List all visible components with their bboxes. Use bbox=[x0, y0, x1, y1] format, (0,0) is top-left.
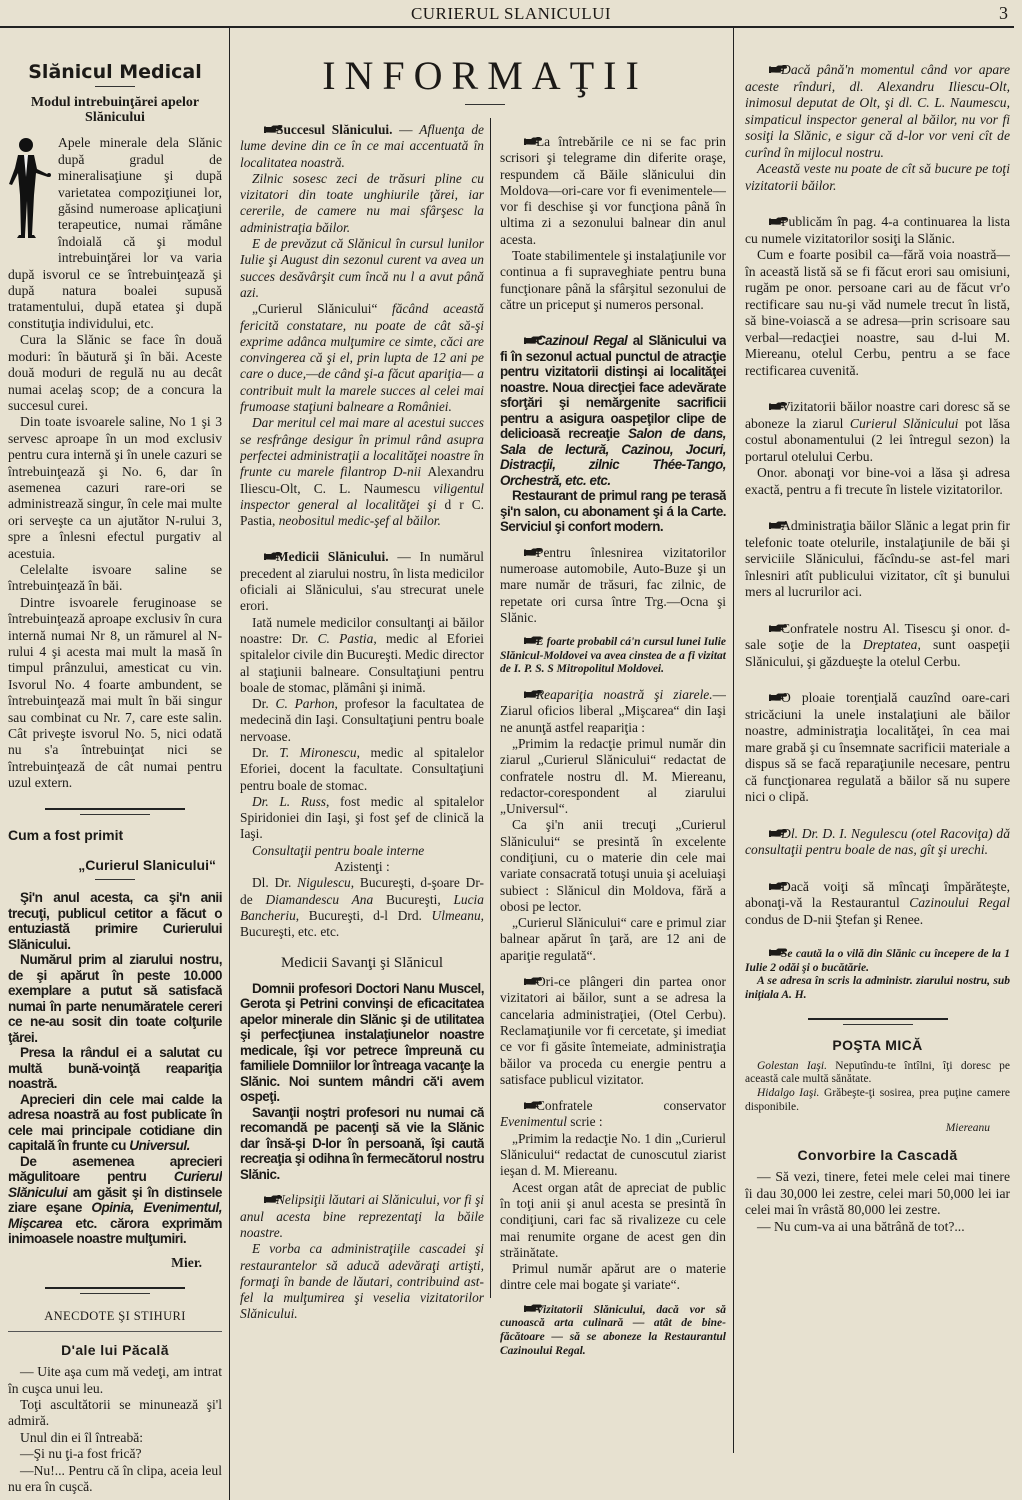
article-paragraph bbox=[8, 1364, 222, 1397]
text-run: Curierul Slănicului bbox=[8, 1169, 222, 1200]
text-run: Nelipsiţii lăutari ai Slănicului, vor fi şi anul acesta bine reprezentaţi la băile noastre. bbox=[240, 1192, 484, 1240]
article-heading: POŞTA MICĂ bbox=[832, 1037, 923, 1054]
article-heading: Cum a fost primit bbox=[8, 826, 124, 843]
text-run: Dacă până'n momentul când vor apare aceste rînduri, dl. Alexandru Iliescu-Olt, inimosul deputat de Olt, şi dl. C. L. Naumescu, simpaticul inspector general al băilor, nu vor fi sosiţi la Slănic, e sigur că d-lor vor veni cît de curînd în mijlocul nostru. bbox=[745, 62, 1010, 160]
article-paragraph bbox=[745, 948, 1010, 975]
text-run: Cazinoului Regal bbox=[909, 895, 1010, 910]
article-paragraph bbox=[745, 247, 1010, 379]
article-paragraph bbox=[8, 1045, 222, 1092]
text-run: —Nu!... Pentru că în clipa, aceia leul nu era în cuşcă. bbox=[8, 1462, 222, 1495]
column-divider bbox=[229, 28, 230, 1500]
text-run: E foarte probabil cá'n cursul lunei Iulie Slănicul-Moldovei va avea cinstea de a fi vizitat de I. P. S. S Mitropolitul Moldovei. bbox=[500, 636, 726, 676]
text-run: — In numărul precedent al ziarului nostru, în lista medicilor oficiali ai Slănicului, s'au strecurat unele erori. bbox=[240, 549, 484, 614]
article-heading: Slănicul Medical bbox=[28, 61, 202, 83]
text-run: , Bucureşti, etc. etc. bbox=[240, 907, 484, 940]
text-run: — Uite aşa cum mă vedeţi, am intrat în cuşca unui leu. bbox=[8, 1364, 222, 1396]
divider-line bbox=[80, 1293, 150, 1294]
text-run: Primul număr apărut are o materie dintre cele mai bogate şi variate“. bbox=[500, 1261, 726, 1293]
text-run: Aprecieri din cele mai calde la adresa noastră au fost publicate în cele mai principale cotidiane din capitală în frunte cu bbox=[8, 1091, 222, 1154]
pointing-hand-icon bbox=[512, 1304, 532, 1313]
pointing-hand-icon bbox=[757, 948, 777, 957]
text-run: Curierul Slănicului bbox=[849, 415, 959, 431]
divider-line bbox=[808, 1018, 948, 1020]
text-run: Savanţii noştri profesori nu numai că recomandă pe pacenţi să vie la Slănic dar însă-şi D-lor în persoană, îşi caută recreaţia şi odihna în fermecătorul nostru Slănic. bbox=[240, 1104, 484, 1182]
text-run: A se adresa în scris la administr. ziarului nostru, sub iniţiala A. H. bbox=[745, 975, 1010, 1001]
article-paragraph bbox=[745, 826, 1010, 859]
section-title: INFORMAŢII bbox=[322, 53, 648, 98]
column-divider bbox=[490, 118, 491, 1298]
text-run: Ca şi'n anii trecuţi „Curierul Slănicului“ se presintă în excelente condiţiuni, cu o materie din cele mai variate consacrată totuşi unuia şi aceluiaşi subiect : Slănicul din Moldova, fără a obosi pe lector. bbox=[500, 817, 726, 914]
article-paragraph bbox=[500, 736, 726, 817]
pointing-hand-icon bbox=[757, 826, 777, 835]
author-signature: Miereanu bbox=[945, 1122, 990, 1135]
text-run: făcând această fericită constatare, nu poate de cât să-şi exprime adânca mulţumire ce simte, căci are convingerea că şi el, prin lupta de 12 ani pe care o duce,—de când şi-a făcut apariţia— a contribuit mult la marele succes al celei mai frumoase staţiuni balneare a României. bbox=[240, 301, 484, 415]
text-run: „Curierul Slănicului“ care e primul ziar balnear apărut în ţară, are 12 ani de apariţie regulată“. bbox=[500, 915, 726, 963]
article-paragraph bbox=[8, 1446, 222, 1462]
divider-rule bbox=[95, 86, 135, 87]
article-paragraph bbox=[500, 248, 726, 313]
text-run: Acest organ atât de apreciat de public în toţi anii şi anul acesta se presintă în condiţiuni, cari fac să rivalizeze cu cele mai renumite organe de acest gen din străinătate. bbox=[500, 1179, 726, 1260]
article-paragraph bbox=[240, 415, 484, 529]
double-divider-rule bbox=[45, 808, 185, 815]
article-paragraph bbox=[240, 696, 484, 745]
article-paragraph bbox=[500, 1304, 726, 1358]
text-run: E vorba ca administraţiile cascadei şi restaurantelor să aducă adevăraţi artişti, formaţi în bande de lăutari, contribuind ast-fel la mulţumirea şi veselia vizitatorilor Slănicului. bbox=[240, 1241, 484, 1322]
article-paragraph bbox=[745, 62, 1010, 161]
text-run: Confratele conservator bbox=[536, 1098, 726, 1114]
article-paragraph bbox=[745, 214, 1010, 247]
pointing-hand-icon bbox=[512, 134, 532, 143]
text-run: De asemenea aprecieri măgulitoare pentru bbox=[8, 1153, 222, 1185]
article-paragraph bbox=[745, 1060, 1010, 1087]
article-paragraph bbox=[745, 1169, 1010, 1219]
text-run: Domnii profesori Doctori Nanu Muscel, Gerota şi Petrini convinşi de eficacitatea apelor minerale din Slănic şi de utilitatea şi perfecţiunea instalaţiunelor noastre medicale, îşi vor petrece împreună cu familiele Domniilor lor întreaga vacanţe la Slănic. Noi suntem mândri că'i avem ospeţi. bbox=[240, 980, 484, 1105]
article-paragraph bbox=[240, 745, 484, 794]
article-paragraph bbox=[8, 952, 222, 1045]
text-run: Vizitatorii Slănicului, dacă vor să cunoască arta culinară — atât de bine-făcătoare — să se aboneze la Restaurantul Cazinoului Regal. bbox=[500, 1303, 726, 1357]
article-heading: Convorbire la Cascadă bbox=[797, 1146, 958, 1163]
author-signature: Mier. bbox=[171, 1254, 202, 1270]
text-run: Afluenţa de lume devine din ce în ce mai accentuată în localitatea noastră. bbox=[240, 122, 484, 170]
article-paragraph bbox=[500, 1261, 726, 1294]
article-paragraph bbox=[8, 1397, 222, 1430]
article-paragraph bbox=[745, 1219, 1010, 1236]
pointing-hand-icon bbox=[252, 549, 272, 558]
article-paragraph bbox=[8, 135, 222, 332]
text-run: La întrebările ce ni se fac prin scrisori şi telegrame din diferite oraşe, respundem că Băile slănicului din Moldova—ori-care vor fi evenimentele—vor fi deschise şi vor funcţiona până în ultima zi a sezonului balnear din anul acesta. bbox=[500, 134, 726, 247]
text-run: neobositul medic-şef al băilor. bbox=[278, 513, 441, 529]
article-paragraph bbox=[8, 1092, 222, 1154]
text-run: Universul. bbox=[129, 1138, 190, 1154]
pointing-hand-icon bbox=[757, 621, 777, 630]
text-run: Opinia, Evenimentul, Mişcarea bbox=[8, 1200, 222, 1231]
text-run: —Şi nu ţi-a fost frică? bbox=[20, 1446, 142, 1462]
article-paragraph bbox=[8, 890, 222, 952]
text-run: Lucia Bancheriu bbox=[240, 891, 484, 923]
text-run: Azistenţi : bbox=[334, 859, 390, 875]
article-paragraph bbox=[745, 1087, 1010, 1114]
pointing-hand-icon bbox=[512, 333, 532, 342]
text-run: Cum e foarte posibil ca—fără voia noastră—în această listă să se fi făcut erori sau omisiuni, rugăm pe onor. persoane cari au de făcut vr'o rectificare sau nu-şi văd numele trecut în listă, să bine-voiască a se adresa—prin scrisoare sau verbal—redacţiei noastre, sau d-lui M. Miereanu, otelul Cerbu, pentru a se face rectificarea cuvenită. bbox=[745, 247, 1010, 378]
text-run: — Nu cum-va ai una bătrână de tot?... bbox=[757, 1218, 965, 1234]
article-paragraph bbox=[500, 488, 726, 535]
text-run: Toate stabilimentele şi instalaţiunile vor continua a fi supraveghiate pentru buna funcţionare până la sfârşitul sezonului de către un priceput şi numeros personal. bbox=[500, 248, 726, 312]
text-run: Neputîndu-te întîlni, îţi doresc pe această cale multă sănătate. bbox=[745, 1059, 1010, 1086]
article-paragraph bbox=[240, 549, 484, 614]
article-paragraph bbox=[240, 981, 484, 1105]
article-paragraph bbox=[745, 399, 1010, 465]
text-run: „Curierul Slănicului“ bbox=[252, 301, 393, 317]
article-heading: „Curierul Slanicului“ bbox=[78, 857, 216, 874]
pointing-hand-icon bbox=[757, 399, 777, 408]
divider-line bbox=[45, 808, 185, 810]
article-paragraph bbox=[500, 974, 726, 1088]
text-run: Dintre isvoarele feruginoase se întrebuinţează aproape exclusiv în cura internă numai Nr 8, un rămurel al N-rului 4 şi acesta mai mult la masă în timpul prânzului, amesticat cu vin. Isvorul No. 4 foarte ambundent, se întrebuinţează mai mult în băi singur sau combinat cu Nr. 7, care este salin. Cât priveşte isvorul No. 5, nici odată nu s'a întrebuinţat nici se întrebuinţează de cât numai pentru uzul extern. bbox=[8, 594, 222, 791]
text-run: Ulmeanu bbox=[431, 907, 481, 923]
article-paragraph bbox=[8, 1154, 222, 1247]
column-divider bbox=[733, 28, 734, 1453]
text-run: Confratele nostru Al. Tisescu şi onor. d-sale soţie de la bbox=[745, 620, 1010, 652]
article-heading: ANECDOTE ŞI STIHURI bbox=[8, 1308, 222, 1331]
text-run: Din toate isvoarele saline, No 1 şi 3 servesc aproape în un mod exclusiv pentru cura internă şi în unele cazuri se întrebuinţează şi No. 6, dar în asemenea cazuri rare-ori se administrează singur, în cele mai multe ori serveşte ca un ajutător N-rului 3, spre a înlesni efectul purgativ al acestuia. bbox=[8, 414, 222, 561]
article-paragraph bbox=[240, 859, 484, 875]
text-run: Ori-ce plângeri din partea onor vizitatori ai băilor, sunt a se adresa la cancelaria administraţiei, (Otel Cerbu). Reclamaţiunile vor fi cercetate, şi imediat ce vor fi găsite întemeiate, administraţia băilor va proceda cu energie pentru a satisface publicul vizitator. bbox=[500, 974, 726, 1087]
article-paragraph bbox=[745, 161, 1010, 194]
text-run: , medic al Eforiei spitalelor civile din Bucureşti. Medic director al staţiunii balneare. Consultaţiuni pentru boale de stomac, plămâni şi inimă. bbox=[240, 630, 484, 695]
article-paragraph bbox=[8, 1430, 222, 1446]
article-paragraph bbox=[500, 1098, 726, 1131]
text-run: Salon de dans, Sala de lectură, Cazinou, Jocuri, Distracţii, zilnic Thée-Tango, Orchestră, etc. etc. bbox=[500, 426, 726, 488]
pointing-hand-icon bbox=[252, 1192, 272, 1201]
article-paragraph bbox=[8, 595, 222, 792]
text-run: Numărul prim al ziarului nostru, de şi apărut în peste 10.000 exemplare a putut să satisfacă numai în parte nenumăratele cereri ce ne-au sosit din toate colţurile ţărei. bbox=[8, 952, 222, 1045]
pointing-hand-icon bbox=[252, 122, 272, 131]
text-run: Alexandru Iliescu-Olt, C. L. Naumescu bbox=[240, 464, 484, 496]
text-run: etc. cărora exprimăm inimoasele noastre mulţumiri. bbox=[8, 1215, 222, 1247]
text-run: am găsit şi în distinsele ziare eşane bbox=[8, 1184, 222, 1216]
text-run: Dl. Dr. D. I. Negulescu (otel Racoviţa) dă consultaţii pentru boale de nas, gît şi urechi. bbox=[745, 825, 1010, 857]
article-paragraph bbox=[240, 171, 484, 236]
text-run: Iată numele medicilor consultanţi ai băilor noastre: Dr. bbox=[240, 614, 484, 646]
article-paragraph bbox=[500, 333, 726, 488]
text-run: Nigulescu bbox=[297, 875, 351, 891]
text-run: scrie : bbox=[566, 1114, 603, 1130]
pointing-hand-icon bbox=[512, 545, 532, 554]
text-run: Grăbeşte-ţi sosirea, prea puţine camere disponibile. bbox=[745, 1087, 1010, 1113]
article-heading: Medicii Savanţi şi Slănicul bbox=[280, 954, 444, 971]
header-rule bbox=[0, 26, 1014, 28]
text-run: „Primim la redacţie primul număr din ziarul „Curierul Slănicului“ redactat de confratele nostru dl. M. Miereanu, redactor-corespondent al ziarului „Universul“. bbox=[500, 735, 726, 817]
text-run: viligentul inspector general al localităţei şi bbox=[240, 480, 484, 512]
pointing-hand-icon bbox=[757, 214, 777, 223]
text-run: condus de D-nii Ştefan şi Renee. bbox=[745, 911, 924, 927]
text-run: Diamandescu Ana bbox=[265, 891, 374, 907]
text-run: Cura la Slănic se face în două moduri: în băutură şi în băi. Aceste două moduri de regulă nu au decât numai acelaş scop; de a concura la succesul curei. bbox=[8, 332, 222, 413]
text-run: Golestan Iaşi. bbox=[757, 1059, 827, 1072]
pointing-hand-icon bbox=[512, 687, 532, 696]
article-paragraph bbox=[500, 134, 726, 248]
article-paragraph bbox=[240, 1192, 484, 1241]
column-1 bbox=[8, 58, 222, 1498]
article-paragraph bbox=[8, 1463, 222, 1496]
article-paragraph bbox=[500, 915, 726, 964]
text-run: „Primim la redacţie No. 1 din „Curierul Slănicului“ redactat de cunoscutul ziarist ieşan d. M. Miereanu. bbox=[500, 1130, 726, 1179]
text-run: Onor. abonaţi vor bine-voi a lăsa şi adresa exactă, pentru a fi trecute în listele vizitatorilor. bbox=[745, 465, 1010, 497]
double-divider-rule bbox=[45, 1287, 185, 1294]
article-paragraph bbox=[240, 1105, 484, 1183]
title-rule bbox=[465, 104, 505, 105]
text-run: , Bucureşti, d-l Drd. bbox=[295, 907, 432, 923]
divider-line bbox=[80, 814, 150, 815]
text-run: pot lăsa costul abonamentului (2 lei întregul sezon) la portarul otelului Cerbu. bbox=[745, 415, 1010, 464]
article-paragraph bbox=[240, 875, 484, 940]
divider-rule bbox=[95, 879, 135, 880]
article-paragraph bbox=[745, 690, 1010, 806]
text-run: Consultaţii pentru boale interne bbox=[252, 842, 425, 858]
article-paragraph bbox=[745, 621, 1010, 671]
article-paragraph bbox=[745, 465, 1010, 498]
text-run: Hidalgo Iaşi. bbox=[757, 1087, 820, 1100]
article-paragraph bbox=[240, 1241, 484, 1322]
pointing-hand-icon bbox=[757, 879, 777, 888]
text-run: C. Pastia bbox=[317, 630, 374, 646]
text-run: Restaurant de primul rang pe terasă şi'n salon, cu abonament şi á la Carte. Serviciul şi confort modern. bbox=[500, 488, 726, 535]
text-run: Cazinoul Regal bbox=[536, 333, 628, 349]
text-run: Toţi ascultătorii se minunează şi'l admiră. bbox=[8, 1397, 222, 1429]
article-heading: Modul intrebuinţărei apelor Slănicului bbox=[30, 95, 200, 126]
article-paragraph bbox=[8, 414, 222, 562]
text-run: C. Parhon bbox=[275, 696, 335, 712]
pointing-hand-icon bbox=[512, 974, 532, 983]
column-4 bbox=[745, 62, 1010, 1492]
article-paragraph bbox=[500, 817, 726, 915]
text-run: Unul din ei îl întreabă: bbox=[20, 1429, 144, 1445]
article-paragraph bbox=[240, 122, 484, 171]
page-header bbox=[0, 0, 1022, 28]
text-run: E de prevăzut că Slănicul în cursul lunilor Iulie şi August din sezonul curent va avea un succes desăvârşit cum încă nu l a avut până azi. bbox=[240, 236, 484, 300]
text-run: Şi'n anul acesta, ca şi'n anii trecuţi, publicul cetitor a făcut o entuziastă primire Curierului Slănicului. bbox=[8, 890, 222, 952]
article-paragraph bbox=[8, 332, 222, 414]
pointing-hand-icon bbox=[757, 690, 777, 699]
text-run: , Bucureşti, d-şoare Dr-de bbox=[240, 875, 484, 907]
divider-line bbox=[843, 1024, 913, 1025]
text-run: Se caută la o vilă din Slănic cu începere de la 1 Iulie 2 odăi şi o bucătărie. bbox=[745, 948, 1010, 974]
text-run: O ploaie torenţială cauzînd oare-cari stricăciuni la unele instalaţiuni ale băilor noastre, administraţia localităţei, în cea mai mare grabă şi cu însemnate sacrificii materiale a dispus să se facă reparaţiunile necesare, pentru că funcţionarea regulată a băilor să nu supere nici o clipă. bbox=[745, 690, 1010, 804]
text-run: Această veste nu poate de cît să bucure pe toţi vizitatorii băilor. bbox=[745, 161, 1010, 193]
text-run: Publicăm în pag. 4-a continuarea la lista cu numele vizitatorilor sosiţi la Slănic. bbox=[745, 214, 1010, 246]
article-paragraph bbox=[240, 615, 484, 696]
text-run: Dreptatea bbox=[862, 637, 918, 652]
text-run: , medic al spitalelor Eforiei, docent la facultate. Consultaţiuni pentru boale de stomac. bbox=[240, 744, 484, 793]
article-paragraph bbox=[745, 879, 1010, 929]
text-run: Celelalte isvoare saline se întrebuinţează în băi. bbox=[8, 561, 222, 594]
pointing-hand-icon bbox=[757, 62, 777, 71]
double-divider-rule bbox=[808, 1018, 948, 1025]
text-run: Reapariţia noastră şi ziarele. bbox=[536, 687, 713, 703]
text-run: d r C. Pastia, bbox=[240, 496, 484, 529]
divider-line bbox=[45, 1287, 185, 1289]
text-run: Dar meritul cel mai mare al acestui succes se resfrânge desigur în primul rând asupra perfectei administraţii a localităţei noastre în frunte cu marele filantrop D-nii bbox=[240, 415, 484, 480]
text-run: Dr. bbox=[252, 696, 276, 712]
article-paragraph bbox=[240, 794, 484, 843]
article-paragraph bbox=[500, 1131, 726, 1180]
text-run: Administraţia băilor Slănic a legat prin fir telefonic toate otelurile, instalaţiunile de băi şi serviciile Slănicului, făcîndu-se ast-fel mari înlesniri atît publicului vizitator, cît şi bunului mers al lucrurilor aci. bbox=[745, 518, 1010, 599]
text-run: — Să vezi, tinere, fetei mele celei mai tinere îi dau 30,000 lei zestre, celei mari 50,000 lei iar celei mai în vrâstă 80,000 lei zestre. bbox=[745, 1169, 1010, 1218]
column-3 bbox=[500, 134, 726, 1499]
article-paragraph bbox=[8, 562, 222, 595]
article-paragraph bbox=[745, 518, 1010, 601]
article-paragraph bbox=[500, 545, 726, 626]
text-run: Pentru înlesnirea vizitatorilor numeroase automobile, Auto-Buze şi un mare număr de trăsuri, fac zilnic, de repetate ori cursa între Trg.—Ocna şi Slănic. bbox=[500, 544, 726, 625]
text-run: T. Mironescu bbox=[279, 744, 357, 760]
man-figure-illustration bbox=[8, 135, 52, 253]
newspaper-title: CURIERUL SLANICULUI bbox=[410, 4, 612, 23]
text-run: Vizitatorii băilor noastre cari doresc să se aboneze la ziarul bbox=[745, 399, 1010, 431]
text-run: Dr. bbox=[252, 744, 280, 760]
article-paragraph bbox=[745, 975, 1010, 1002]
text-run: Apele minerale dela Slănic după gradul de mineralisaţiune şi după varietatea compoziţiunei lor, găsind numeroase aplicaţiuni terapeutice, numai rămâne îndoială că şi modul intrebuinţărei lor va varia după isvorul ce se întrebuinţează şi după natura boalei supusă tratamentului, după etatea şi după constituţia individului, etc. bbox=[8, 135, 222, 331]
text-run: al Slănicului va fi în sezonul actual punctul de atracţie pentru vizitatorii distinşi ai localităţei noastre. Noua direcţiei face adevărate sforţări şi nemărgenite sacrificii pentru a asigura oaspeţilor clipe de delicioasă recreaţie bbox=[500, 333, 726, 442]
column-2 bbox=[240, 122, 484, 1497]
text-run: Presa la rândul ei a salutat cu multă bună-voinţă reapariţia noastră. bbox=[8, 1045, 222, 1092]
text-run: , fost medic al spitalelor Spiridoniei din Iaşi, şi fost şef de clinică la Iaşi. bbox=[240, 793, 484, 842]
article-paragraph bbox=[500, 1180, 726, 1261]
text-run: Evenimentul bbox=[500, 1114, 567, 1130]
article-heading: D'ale lui Păcală bbox=[61, 1341, 169, 1358]
pointing-hand-icon bbox=[757, 518, 777, 527]
article-paragraph bbox=[240, 301, 484, 415]
text-run: Bucureşti, bbox=[373, 891, 454, 907]
article-paragraph bbox=[500, 687, 726, 736]
pointing-hand-icon bbox=[512, 1098, 532, 1107]
text-run: , profesor la facultatea de medecină din Iaşi. Consultaţiuni pentru boale nervoase. bbox=[240, 696, 484, 744]
text-run: —Ziarul oficios liberal „Mişcarea“ din Iaşi ne anunţă astfel reapariţia : bbox=[500, 687, 726, 735]
text-run: Dacă voiţi să mîncaţi împărăteşte, abonaţi-vă la Restaurantul bbox=[745, 878, 1010, 910]
article-paragraph bbox=[240, 843, 484, 859]
text-run: Dr. L. Russ bbox=[252, 793, 327, 809]
article-paragraph bbox=[240, 236, 484, 301]
text-run: Dl. Dr. bbox=[252, 875, 298, 891]
text-run: Succesul Slănicului. bbox=[276, 122, 393, 137]
pointing-hand-icon bbox=[512, 636, 532, 645]
text-run: Medicii Slănicului. bbox=[276, 549, 389, 565]
text-run: , sunt oaspeţii Slănicului, şi găzdueşte la otelul Cerbu. bbox=[745, 637, 1010, 669]
text-run: — bbox=[392, 122, 420, 137]
text-run: Zilnic sosesc zeci de trăsuri pline cu vizitatori din toate unghiurile ţărei, iar cererile, de camere nu mai sfârşesc la administraţia băilor. bbox=[240, 170, 484, 235]
page-number: 3 bbox=[999, 3, 1008, 23]
article-paragraph bbox=[500, 636, 726, 677]
